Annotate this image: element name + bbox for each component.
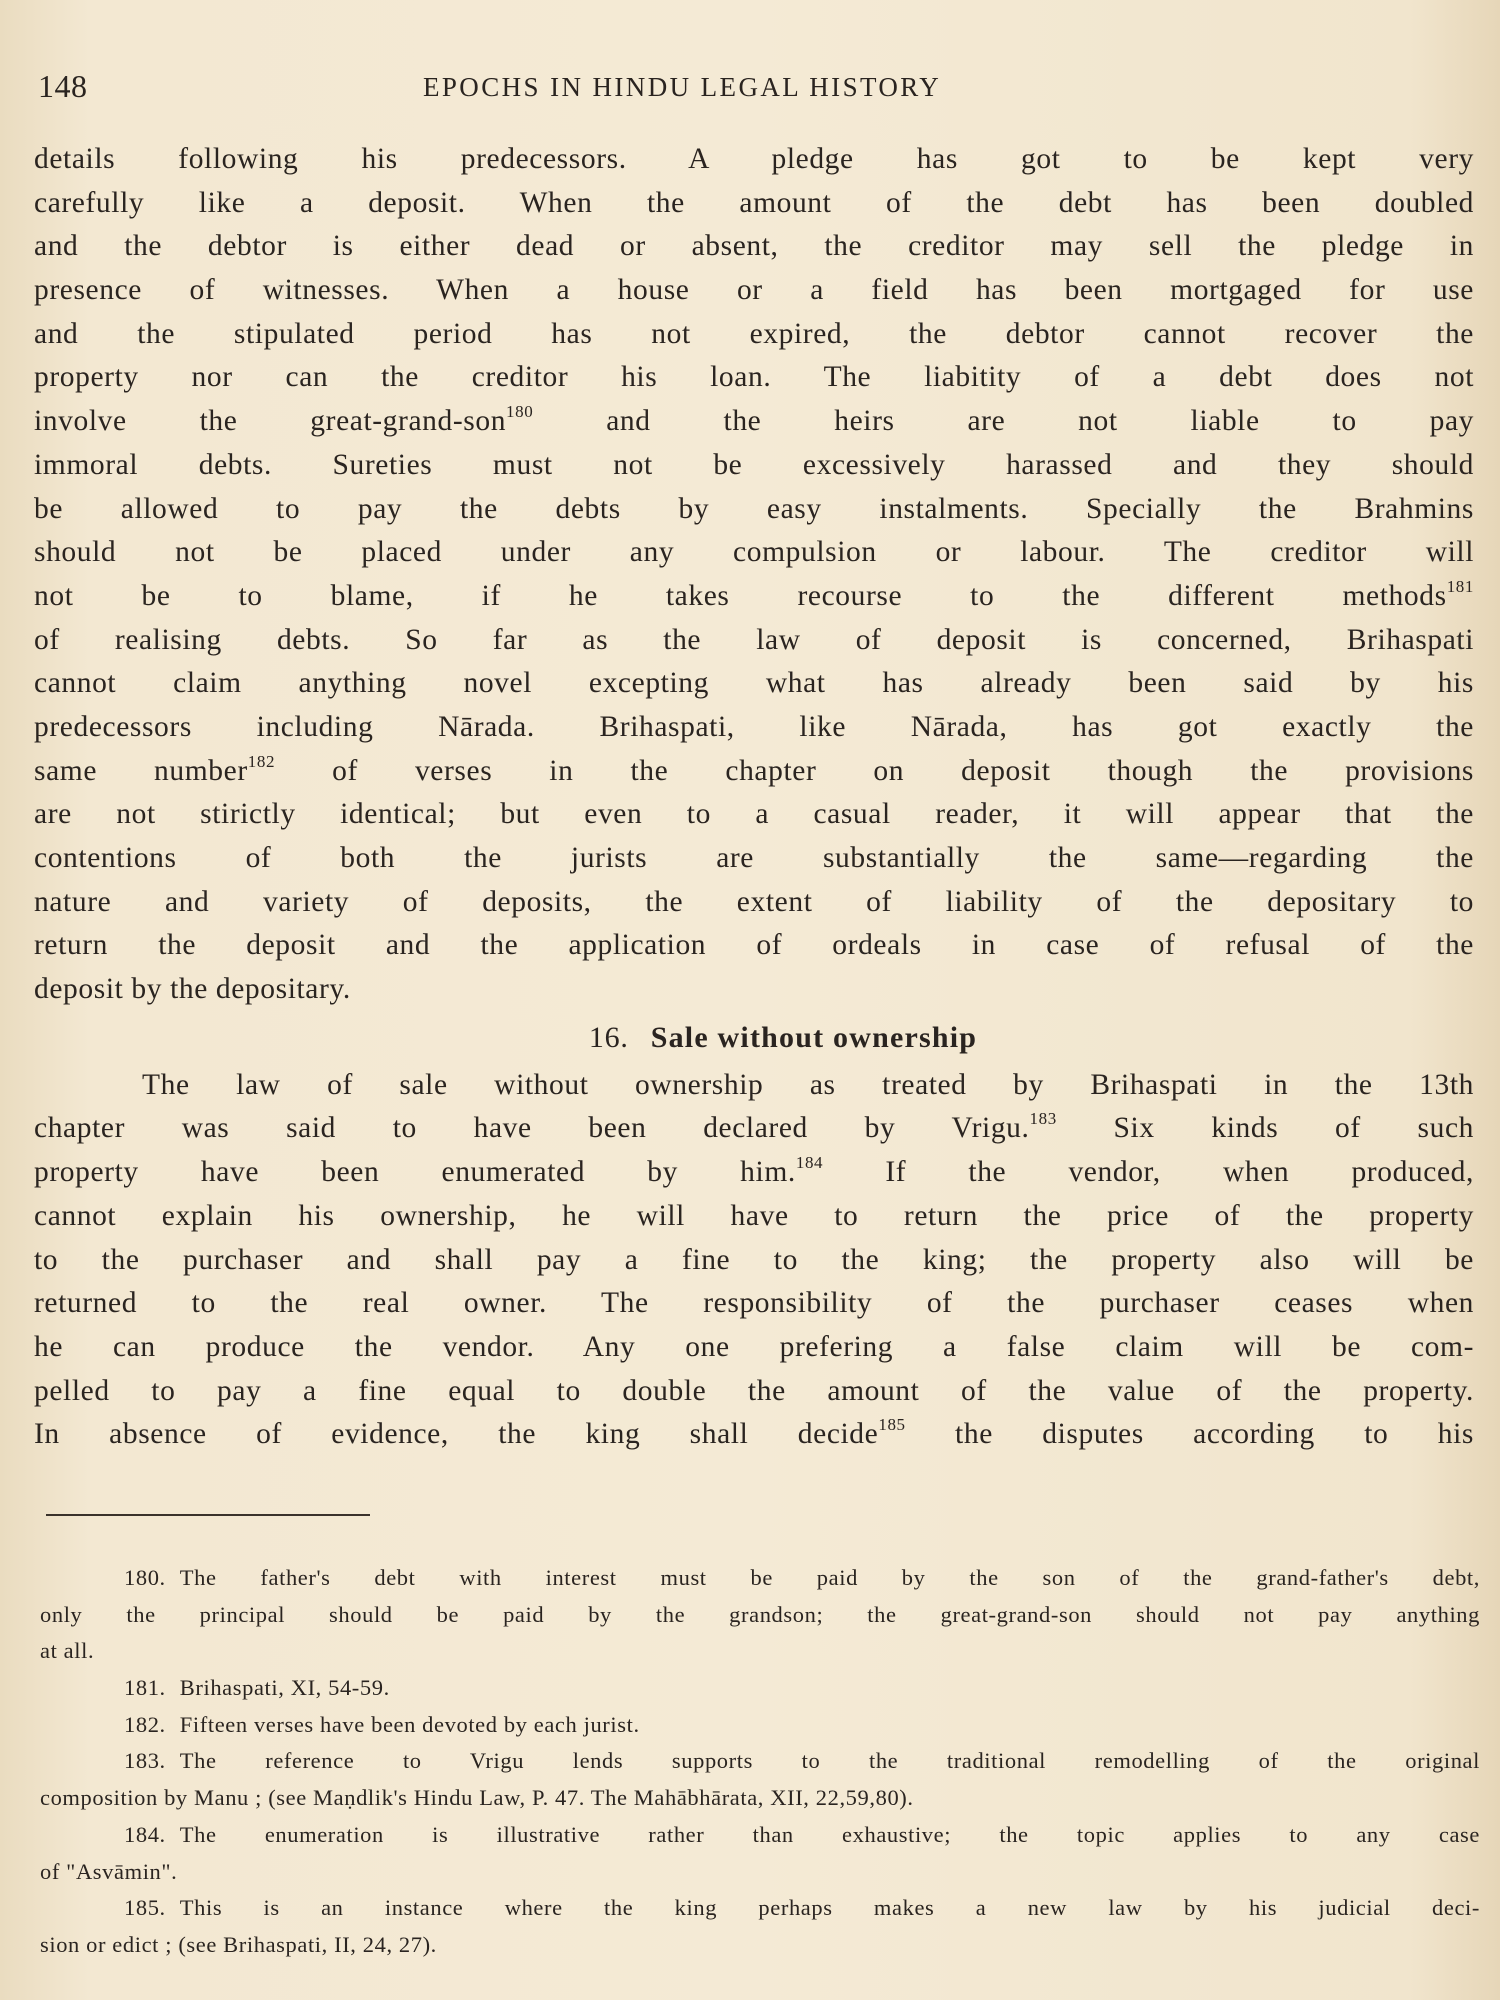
text-line — [34, 575, 1474, 619]
footnotes — [40, 1560, 1480, 1964]
footnote-text: The enumeration is illustrative rather than exhaustive; the topic applies to any case — [179, 1821, 1480, 1847]
text-run: If the vendor, when produced, — [823, 1156, 1474, 1189]
footnote-ref-183: 183 — [1029, 1109, 1057, 1129]
text-run: property have been enumerated by him. — [34, 1156, 796, 1189]
text-run: same number — [34, 754, 248, 787]
text-line: nature and variety of deposits, the extent of liability of the depositary to — [34, 885, 1474, 918]
text-line — [34, 400, 1474, 444]
footnote-line: composition by Manu ; (see Maṇdlik's Hindu Law, P. 47. The Mahābhārata, XII, 22,59,80). — [40, 1785, 914, 1811]
text-line: are not stirictly identical; but even to a casual reader, it will appear that the — [34, 798, 1474, 831]
text-line: be allowed to pay the debts by easy instalments. Specially the Brahmins — [34, 492, 1474, 525]
section-heading — [34, 1012, 1474, 1064]
text-run: In absence of evidence, the king shall decide — [34, 1418, 879, 1451]
text-line: deposit by the depositary. — [34, 973, 351, 1006]
text-line: should not be placed under any compulsion or labour. The creditor will — [34, 536, 1474, 569]
text-run: Six kinds of such — [1056, 1112, 1475, 1145]
text-line: immoral debts. Sureties must not be excessively harassed and they should — [34, 448, 1474, 481]
text-run: chapter was said to have been declared by Vrigu. — [34, 1112, 1030, 1145]
text-line — [34, 750, 1474, 794]
footnote-number: 185. — [124, 1895, 166, 1921]
footnote-185 — [40, 1890, 1480, 1927]
footnote-line: of "Asvāmin". — [40, 1858, 178, 1884]
footnote-text: This is an instance where the king perhaps makes a new law by his judicial deci- — [179, 1895, 1480, 1921]
footnote-number: 184. — [124, 1821, 166, 1847]
text-line: and the stipulated period has not expired, the debtor cannot recover the — [34, 317, 1474, 350]
running-head: EPOCHS IN HINDU LEGAL HISTORY — [423, 72, 942, 102]
text-line: pelled to pay a fine equal to double the amount of the value of the property. — [34, 1374, 1474, 1407]
footnote-line: only the principal should be paid by the grandson; the great-grand-son should not pay anything — [40, 1601, 1480, 1627]
text-run: involve the great-grand-son — [34, 405, 507, 438]
text-line: to the purchaser and shall pay a fine to the king; the property also will be — [34, 1243, 1474, 1276]
text-run: and the heirs are not liable to pay — [533, 405, 1474, 438]
text-line — [34, 1151, 1474, 1195]
footnote-ref-182: 182 — [247, 751, 276, 771]
footnote-180 — [40, 1560, 1480, 1597]
text-line: The law of sale without ownership as treated by Brihaspati in the 13th — [142, 1068, 1474, 1101]
footnote-number: 181. — [124, 1675, 166, 1701]
footnote-ref-180: 180 — [506, 402, 534, 422]
text-line: carefully like a deposit. When the amount of the debt has been doubled — [34, 186, 1474, 219]
body-text — [34, 138, 1474, 1457]
footnote-line: at all. — [40, 1638, 95, 1664]
footnote-rule — [46, 1514, 370, 1516]
text-run: not be to blame, if he takes recourse to the different methods — [34, 579, 1447, 612]
footnote-number: 182. — [124, 1711, 166, 1737]
footnote-number: 183. — [124, 1748, 166, 1774]
footnote-ref-185: 185 — [878, 1415, 906, 1435]
text-run: of verses in the chapter on deposit though the provisions — [275, 754, 1475, 787]
footnote-number: 180. — [124, 1565, 166, 1590]
text-line: and the debtor is either dead or absent, the creditor may sell the pledge in — [34, 230, 1474, 263]
text-line: contentions of both the jurists are substantially the same—regarding the — [34, 842, 1474, 874]
text-line — [34, 1107, 1474, 1151]
section-number: 16. — [588, 1020, 629, 1054]
text-line: presence of witnesses. When a house or a field has been mortgaged for use — [34, 274, 1474, 307]
footnote-text: The father's debt with interest must be paid by the son of the grand-father's debt, — [179, 1565, 1480, 1590]
page-header — [38, 68, 1478, 108]
text-line: he can produce the vendor. Any one prefering a false claim will be com- — [34, 1330, 1474, 1363]
text-line: return the deposit and the application of ordeals in case of refusal of the — [34, 929, 1474, 962]
text-line: cannot claim anything novel excepting what has already been said by his — [34, 667, 1474, 700]
section-title: Sale without ownership — [650, 1020, 978, 1054]
footnote-line: sion or edict ; (see Brihaspati, II, 24, 27). — [40, 1931, 437, 1957]
text-line: of realising debts. So far as the law of deposit is concerned, Brihaspati — [34, 623, 1474, 656]
text-line: predecessors including Nārada. Brihaspati, like Nārada, has got exactly the — [34, 710, 1474, 743]
text-line: cannot explain his ownership, he will have to return the price of the property — [34, 1199, 1474, 1232]
text-line: details following his predecessors. A pledge has got to be kept very — [34, 143, 1474, 175]
footnote-ref-184: 184 — [795, 1153, 824, 1173]
text-line: property nor can the creditor his loan. The liabitity of a debt does not — [34, 361, 1474, 394]
footnote-text: The reference to Vrigu lends supports to the traditional remodelling of the original — [179, 1748, 1480, 1774]
footnote-text: Fifteen verses have been devoted by each jurist. — [179, 1711, 640, 1737]
text-line: returned to the real owner. The responsibility of the purchaser ceases when — [34, 1287, 1474, 1320]
text-line — [34, 1413, 1474, 1457]
footnote-181 — [40, 1670, 1480, 1707]
footnote-183 — [40, 1743, 1480, 1780]
page-number: 148 — [38, 68, 88, 104]
footnote-text: Brihaspati, XI, 54-59. — [179, 1675, 390, 1701]
footnote-182 — [40, 1707, 1480, 1744]
footnote-ref-181: 181 — [1446, 576, 1474, 596]
text-run: the disputes according to his — [905, 1418, 1474, 1451]
footnote-184 — [40, 1817, 1480, 1854]
